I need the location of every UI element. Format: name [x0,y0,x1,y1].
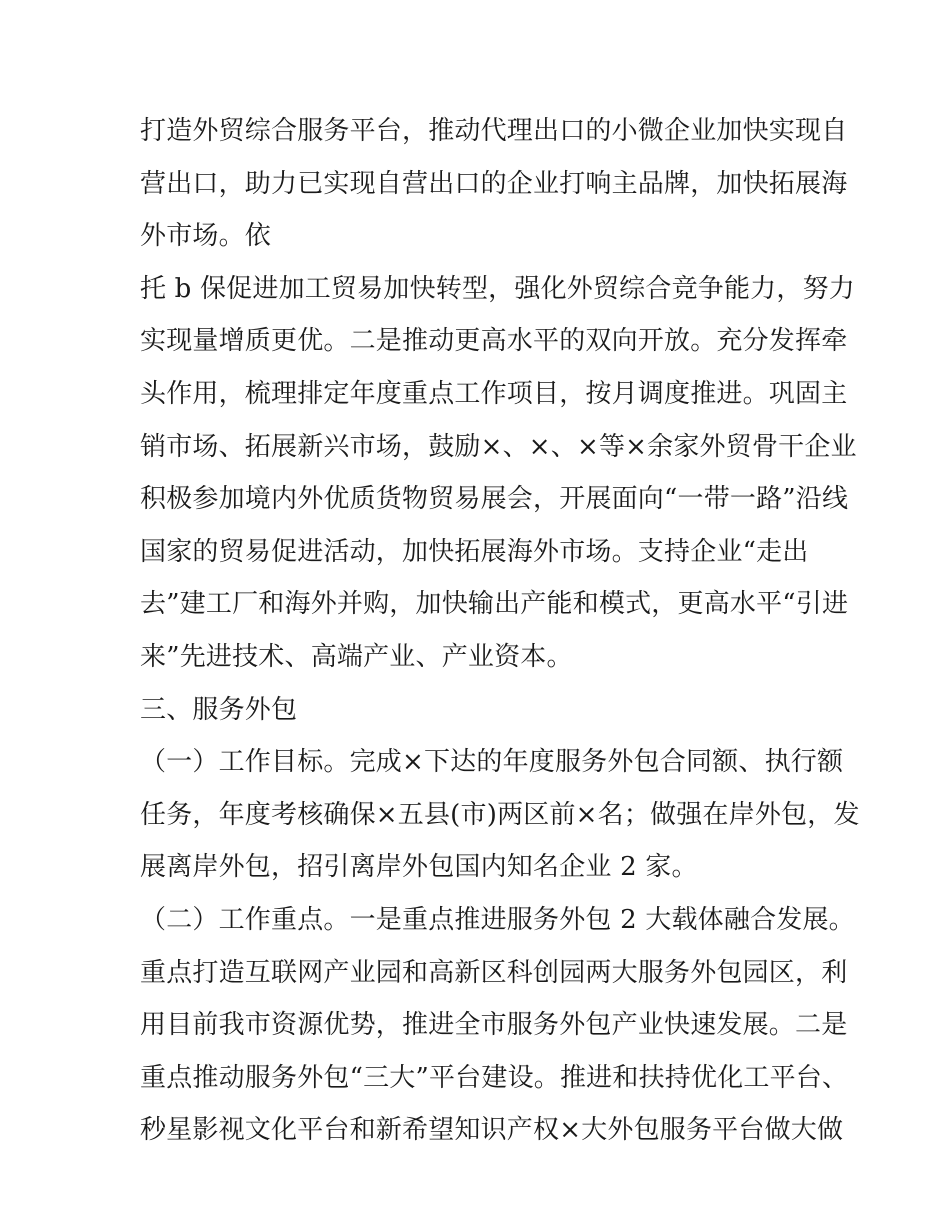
text-line: 去”建工厂和海外并购，加快输出产能和模式，更高水平“引进 [140,589,849,620]
text-line: 国家的贸易促进活动，加快拓展海外市场。支持企业“走出 [140,536,809,567]
text-line: 重点推动服务外包“三大”平台建设。推进和扶持优化工平台、 [140,1062,849,1093]
text-line: 托 b 保促进加工贸易加快转型，强化外贸综合竞争能力，努力 [140,273,855,304]
text-line: 积极参加境内外优质货物贸易展会，开展面向“一带一路”沿线 [140,484,849,515]
text-line: 实现量增质更优。二是推动更高水平的双向开放。充分发挥牵 [140,326,848,357]
text-line: 任务，年度考核确保×五县(市)两区前×名；做强在岸外包，发 [140,799,860,830]
document-body [140,105,860,1157]
text-line: 来”先进技术、高端产业、产业资本。 [140,641,573,672]
text-line: 销市场、拓展新兴市场，鼓励×、×、×等×余家外贸骨干企业 [140,431,857,462]
text-line: 打造外贸综合服务平台，推动代理出口的小微企业加快实现自 [140,116,848,146]
text-line: （二）工作重点。一是重点推进服务外包 2 大载体融合发展。 [140,904,855,935]
text-line: 展离岸外包，招引离岸外包国内知名企业 2 家。 [140,852,698,883]
text-line: 头作用，梳理排定年度重点工作项目，按月调度推进。巩固主 [140,378,848,409]
text-line: 营出口，助力已实现自营出口的企业打响主品牌，加快拓展海 [140,168,848,199]
section-heading: 三、服务外包 [140,694,298,725]
text-line: 重点打造互联网产业园和高新区科创园两大服务外包园区，利 [140,957,848,988]
text-line: 用目前我市资源优势，推进全市服务外包产业快速发展。二是 [140,1010,848,1041]
text-line: 秒星影视文化平台和新希望知识产权×大外包服务平台做大做 [140,1115,844,1146]
text-line: （一）工作目标。完成×下达的年度服务外包合同额、执行额 [140,747,844,778]
text-line: 外市场。依 [140,221,272,252]
